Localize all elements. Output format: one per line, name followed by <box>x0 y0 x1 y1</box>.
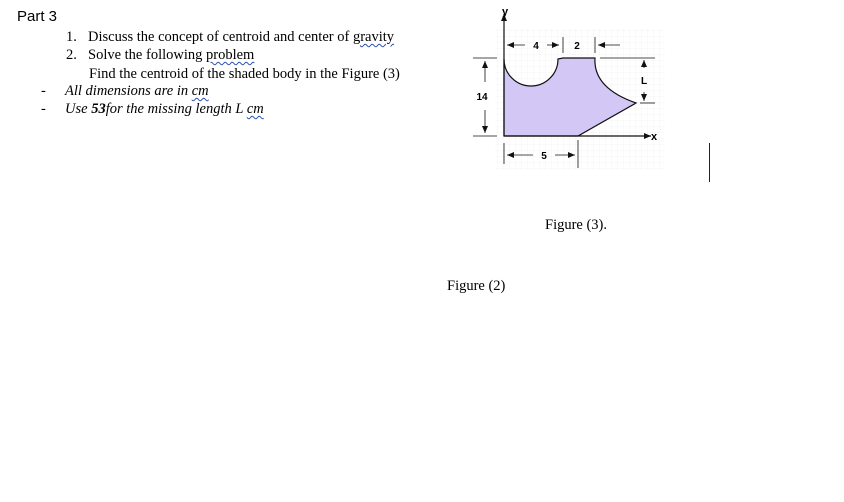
note-1-unit: cm <box>191 83 209 99</box>
note-2-dash: - <box>41 101 46 117</box>
note-missing-length <box>41 101 264 118</box>
note-2-text-b: for the missing length L <box>105 101 247 117</box>
note-1-dash: - <box>41 83 46 99</box>
dimension-14 <box>473 58 497 136</box>
question-2-text: Solve the following <box>88 47 207 63</box>
dimension-2-label: 2 <box>574 41 580 52</box>
text-cursor <box>709 143 710 182</box>
y-axis-label: y <box>501 6 509 18</box>
dimension-14-label: 14 <box>476 92 488 103</box>
note-1-text: All dimensions are in <box>65 83 192 99</box>
part-title: Part 3 <box>17 8 58 25</box>
question-2-number: 2. <box>66 47 77 63</box>
question-1-text: Discuss the concept of centroid and center of <box>88 29 353 45</box>
figure-3-diagram <box>455 0 675 180</box>
note-2-value: 53 <box>91 101 106 117</box>
figure-3-caption: Figure (3). <box>545 217 608 233</box>
question-1 <box>66 28 394 46</box>
question-1-underlined-word: gravity <box>352 29 395 45</box>
dimension-L-label: L <box>640 76 648 87</box>
question-2 <box>66 46 254 64</box>
note-2-unit: cm <box>246 101 264 117</box>
note-dimensions <box>41 83 209 100</box>
figure-2-caption: Figure (2) <box>447 278 506 294</box>
x-axis-label: x <box>651 131 658 143</box>
dimension-5-label: 5 <box>541 151 547 162</box>
sub-instruction: Find the centroid of the shaded body in the Figure (3) <box>89 66 400 82</box>
note-2-text-a: Use <box>65 101 92 117</box>
dimension-4-label: 4 <box>533 41 539 52</box>
question-2-underlined-word: problem <box>206 47 255 63</box>
question-1-number: 1. <box>66 29 77 45</box>
